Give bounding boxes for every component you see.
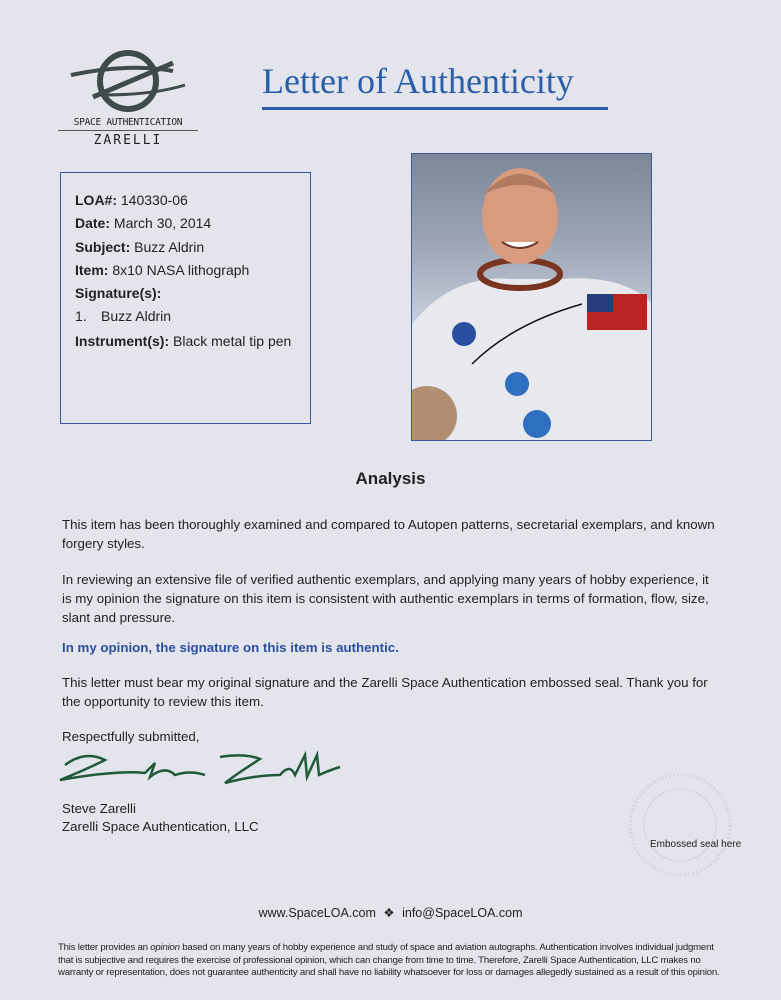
disclaimer-text-start: This letter provides an [58,942,151,953]
date-row [75,212,296,235]
analysis-paragraph-1: This item has been thoroughly examined and compared to Autopen patterns, secretarial exemplars, and known forgery styles. [62,517,715,551]
page-title: Letter of Authenticity [262,61,574,101]
item-value: 8x10 NASA lithograph [112,261,250,278]
loa-details-box [60,172,311,424]
embossed-seal-icon [625,770,735,880]
signed-astronaut-photo [411,153,652,441]
email-link[interactable]: info@SpaceLOA.com [402,906,523,920]
website-link[interactable]: www.SpaceLOA.com [258,906,376,920]
date-value: March 30, 2014 [113,215,212,232]
analysis-paragraph-2: In reviewing an extensive file of verified authentic exemplars, and applying many years of hobby experience, it is my opinion the signature on this item is consistent with authentic exemplars in terms of formation, flow, size, slant and pressure. [62,572,709,625]
loa-number-row [75,189,296,212]
instrument-row [75,332,296,350]
title-underline [262,107,608,110]
legal-disclaimer [58,942,728,980]
date-label: Date: [75,215,111,232]
signer-name: Steve Zarelli [62,801,136,816]
item-row [75,259,296,282]
signer-company: Zarelli Space Authentication, LLC [62,819,259,834]
signatures-row [75,282,296,305]
instrument-value: Black metal tip pen [173,332,292,349]
loa-label: LOA#: [75,192,117,208]
authenticity-opinion: In my opinion, the signature on this item is authentic. [62,640,399,655]
handwritten-signature [55,745,355,790]
logo-name: ZARELLI [93,133,163,148]
contact-line [0,905,781,920]
analysis-heading: Analysis [355,469,426,488]
disclaimer-text-end: based on many years of hobby experience and study of space and aviation autographs. Authentication involves individual judgment that is subjective and requires the exercise of professional opinion, which can change from time to time. Therefore, Zarelli Space Authentication, LLC makes no warranty or representation, does not guarantee authenticity and shall have no liability whatsoever for loss or damages allegedly sustained as a result of this opinion. [58,942,720,978]
embossed-seal-note: Embossed seal here [650,839,742,850]
instrument-label: Instrument(s): [75,332,170,349]
separator-icon: ❖ [383,906,395,920]
signature-entry [75,305,296,328]
subject-label: Subject: [75,238,131,255]
logo-tagline: SPACE AUTHENTICATION [58,117,198,131]
disclaimer-emphasis: opinion [150,942,180,953]
signatures-label: Signature(s): [75,285,162,302]
zarelli-logo [58,45,198,155]
analysis-paragraph-3: This letter must bear my original signature and the Zarelli Space Authentication embossed seal. Thank you for the opportunity to review this item. [62,675,708,709]
closing-salutation: Respectfully submitted, [62,729,200,744]
subject-row [75,236,296,259]
signature-number: 1. [75,308,87,325]
item-label: Item: [75,261,109,278]
subject-value: Buzz Aldrin [134,238,205,255]
astronaut-portrait-image [412,154,652,441]
signature-name: Buzz Aldrin [101,308,172,325]
orbit-logo-icon [63,45,193,117]
loa-value: 140330-06 [120,192,188,208]
